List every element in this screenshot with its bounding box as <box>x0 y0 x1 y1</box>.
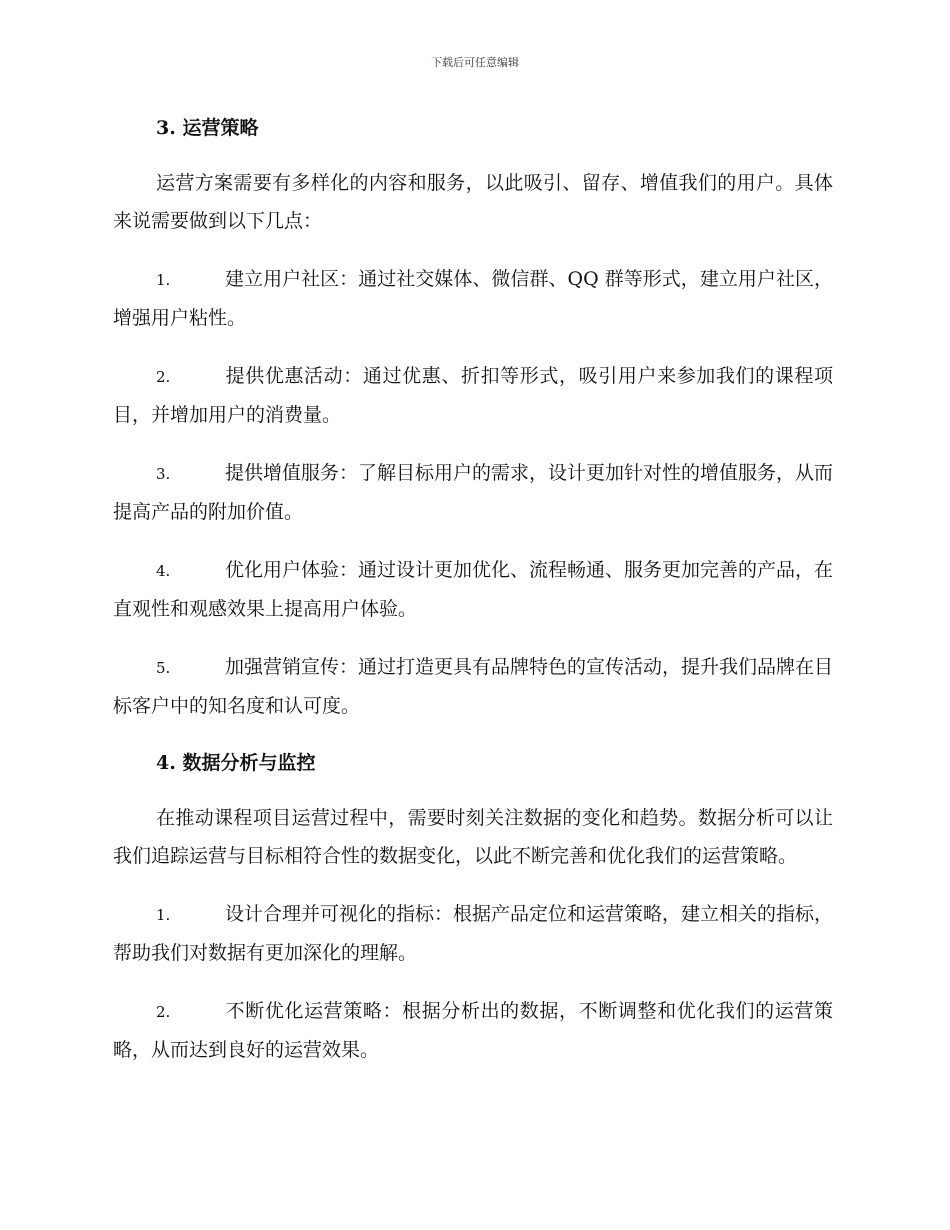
list-number: 2. <box>156 1003 171 1021</box>
list-text: 加强营销宣传：通过打造更具有品牌特色的宣传活动，提升我们品牌在目标客户中的知名度和认可度。 <box>113 656 834 717</box>
list-item <box>113 648 833 725</box>
list-number: 1. <box>156 906 171 924</box>
list-text: 优化用户体验：通过设计更加优化、流程畅通、服务更加完善的产品，在直观性和观感效果上提高用户体验。 <box>113 559 834 620</box>
list-item <box>113 551 833 628</box>
list-item <box>113 357 833 434</box>
list-text: 不断优化运营策略：根据分析出的数据，不断调整和优化我们的运营策略，从而达到良好的运营效果。 <box>113 1000 833 1061</box>
section-intro: 运营方案需要有多样化的内容和服务，以此吸引、留存、增值我们的用户。具体来说需要做到以下几点： <box>113 172 833 232</box>
list-number: 1. <box>156 271 171 289</box>
list-number: 2. <box>156 368 171 386</box>
section-heading: 4. 数据分析与监控 <box>156 752 316 774</box>
list-text: 设计合理并可视化的指标：根据产品定位和运营策略，建立相关的指标，帮助我们对数据有更加深化的理解。 <box>113 903 834 964</box>
list-number: 5. <box>156 659 171 677</box>
list-number: 4. <box>156 562 171 580</box>
list-item <box>113 260 833 337</box>
list-item <box>113 454 833 531</box>
list-text: 建立用户社区：通过社交媒体、微信群、QQ 群等形式，建立用户社区，增强用户粘性。 <box>113 268 833 329</box>
list-text: 提供增值服务：了解目标用户的需求，设计更加针对性的增值服务，从而提高产品的附加价值。 <box>113 462 834 523</box>
list-item <box>113 895 833 972</box>
section-heading: 3. 运营策略 <box>156 117 259 139</box>
list-item <box>113 992 833 1069</box>
section-intro: 在推动课程项目运营过程中，需要时刻关注数据的变化和趋势。数据分析可以让我们追踪运营与目标相符合性的数据变化，以此不断完善和优化我们的运营策略。 <box>113 807 833 867</box>
list-text: 提供优惠活动：通过优惠、折扣等形式，吸引用户来参加我们的课程项目，并增加用户的消费量。 <box>113 365 833 426</box>
document-body <box>113 110 833 1089</box>
list-number: 3. <box>156 465 171 483</box>
page-header: 下载后可任意编辑 <box>431 56 519 69</box>
